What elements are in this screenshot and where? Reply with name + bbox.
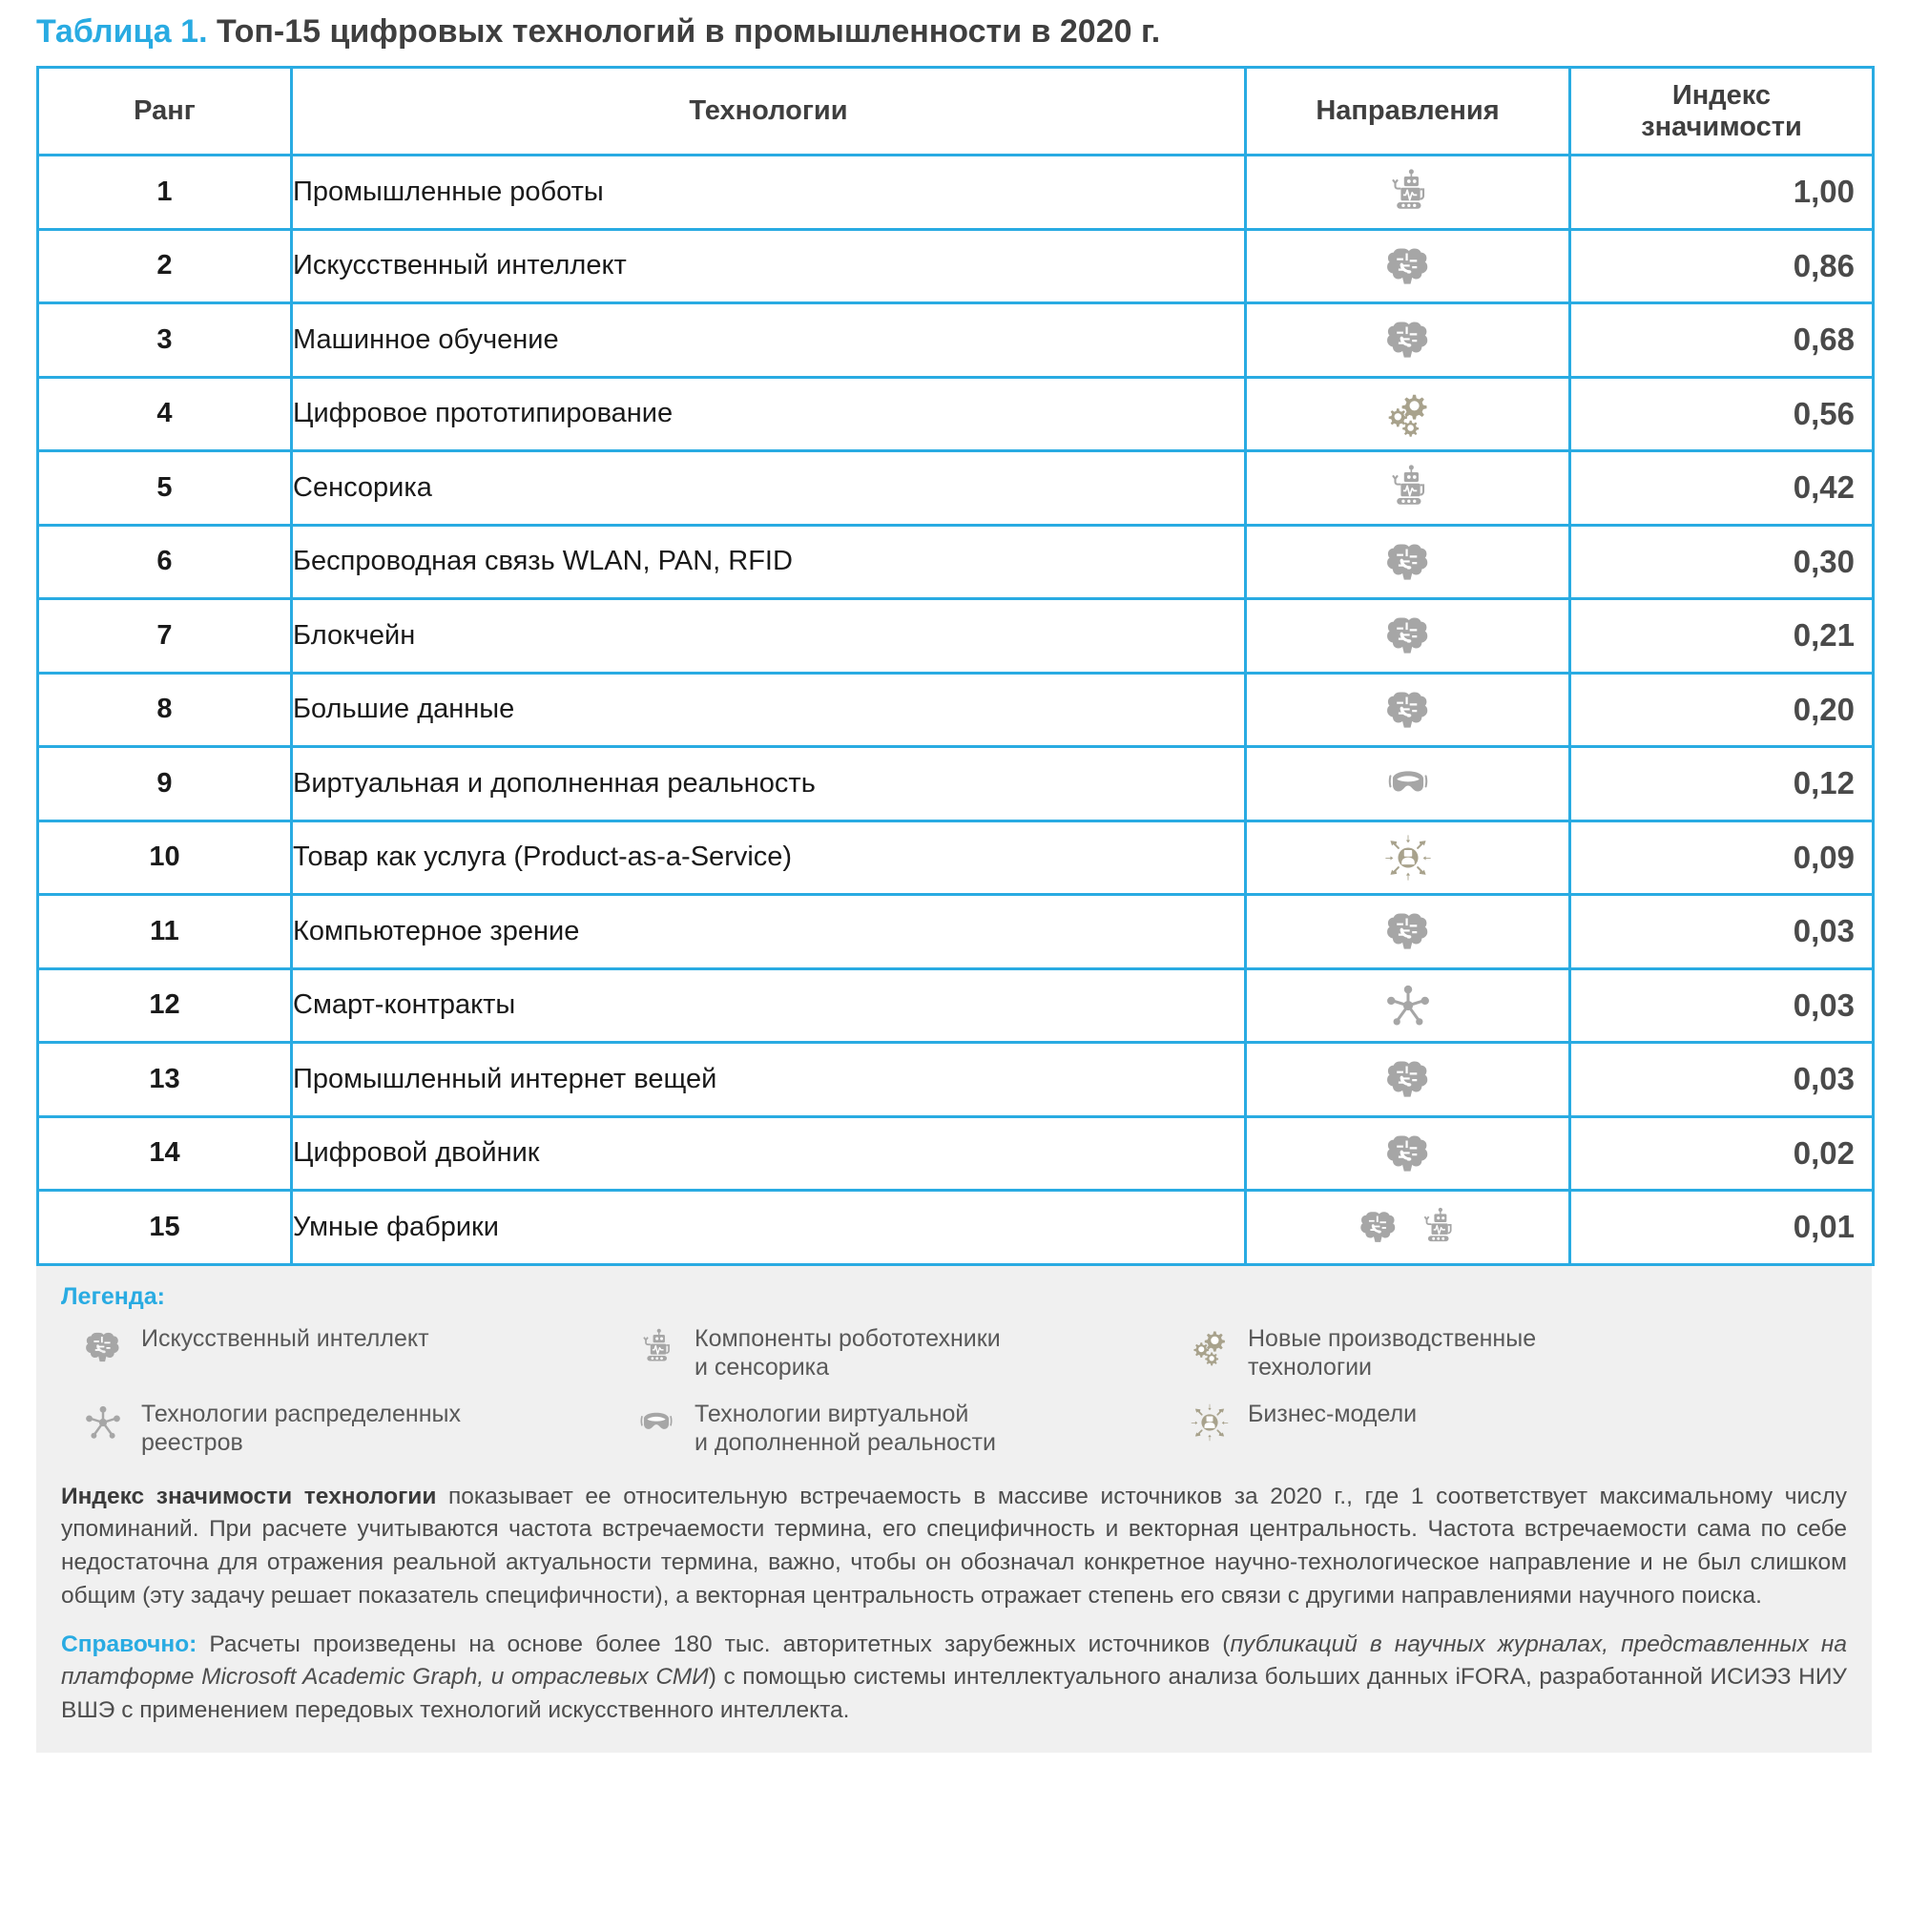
table-row	[38, 451, 1874, 526]
technology-ranking-table	[36, 66, 1875, 1266]
direction-icon-group	[1247, 1053, 1568, 1105]
column-header-index-line1: Индекс	[1671, 80, 1772, 112]
cell-technology: Товар как услуга (Product-as-a-Service)	[292, 821, 1246, 895]
robot-icon	[1416, 1205, 1460, 1249]
table-row	[38, 968, 1874, 1043]
direction-icon-group	[1247, 832, 1568, 883]
table-row	[38, 156, 1874, 230]
cell-direction	[1246, 451, 1570, 526]
cell-direction	[1246, 156, 1570, 230]
index-definition-note	[61, 1481, 1847, 1613]
cell-technology: Промышленные роботы	[292, 156, 1246, 230]
table-row	[38, 821, 1874, 895]
cell-technology: Искусственный интеллект	[292, 229, 1246, 303]
column-header-index-line2: значимости	[1641, 111, 1802, 142]
table-row	[38, 1116, 1874, 1191]
cell-rank: 2	[38, 229, 292, 303]
business-model-icon	[1382, 832, 1434, 883]
table-row	[38, 525, 1874, 599]
cell-technology: Компьютерное зрение	[292, 895, 1246, 969]
cell-index: 0,68	[1570, 303, 1874, 378]
legend-title: Легенда:	[61, 1282, 165, 1310]
direction-icon-group	[1247, 240, 1568, 292]
cell-technology: Машинное обучение	[292, 303, 1246, 378]
table-header-row	[38, 68, 1874, 156]
direction-icon-group	[1247, 905, 1568, 957]
cell-index: 0,56	[1570, 377, 1874, 451]
direction-icon-group	[1247, 610, 1568, 661]
legend-item	[1185, 1324, 1847, 1382]
legend-item-label: Технологии распределенных реестров	[141, 1400, 461, 1456]
cell-technology: Блокчейн	[292, 599, 1246, 674]
table-number-label: Таблица 1.	[36, 13, 208, 50]
distributed-ledger-icon	[1382, 980, 1434, 1031]
cell-direction	[1246, 747, 1570, 821]
legend-item	[632, 1324, 1185, 1382]
cell-technology: Смарт-контракты	[292, 968, 1246, 1043]
legend-grid	[61, 1324, 1847, 1458]
page-title	[36, 0, 1872, 66]
reference-note-label: Справочно:	[61, 1631, 197, 1657]
direction-icon-group	[1247, 758, 1568, 809]
robot-icon	[1382, 462, 1434, 513]
cell-rank: 15	[38, 1191, 292, 1265]
table-row	[38, 303, 1874, 378]
cell-rank: 13	[38, 1043, 292, 1117]
reference-note-italic: публикаций в научных журналах, представленных на платформе Microsoft Academic Graph, и отраслевых СМИ	[61, 1631, 1847, 1691]
legend-item-label: Бизнес-модели	[1248, 1400, 1418, 1427]
cell-index: 0,30	[1570, 525, 1874, 599]
cell-rank: 5	[38, 451, 292, 526]
cell-direction	[1246, 377, 1570, 451]
cell-rank: 6	[38, 525, 292, 599]
table-row	[38, 377, 1874, 451]
brain-icon	[1382, 536, 1434, 588]
gears-icon	[1189, 1326, 1231, 1368]
column-header-index	[1570, 68, 1874, 156]
table-row	[38, 673, 1874, 747]
brain-icon	[1382, 905, 1434, 957]
cell-index: 1,00	[1570, 156, 1874, 230]
cell-direction	[1246, 673, 1570, 747]
brain-icon	[1382, 684, 1434, 736]
cell-direction	[1246, 895, 1570, 969]
legend-item-label: Компоненты робототехники и сенсорика	[695, 1324, 1001, 1381]
reference-note-part2: ) с помощью системы интеллектуального анализа больших данных iFORA, разработанной ИСИЭЗ НИУ ВШЭ с применением передовых технологий искусственного интеллекта.	[61, 1664, 1847, 1724]
cell-rank: 12	[38, 968, 292, 1043]
reference-note	[61, 1629, 1847, 1728]
table-row	[38, 747, 1874, 821]
vr-goggles-icon	[632, 1400, 681, 1444]
distributed-ledger-icon	[78, 1400, 128, 1444]
index-note-body: показывает ее относительную встречаемость в массиве источников за 2020 г., где 1 соответствует максимальному числу упоминаний. При расчете учитываются частота встречаемости термина, его специфичность и векторная центральность. Частота встречаемости сама по себе недостаточна для отражения реальной актуальности термина, важно, чтобы он обозначал конкретное научно-технологическое направление и не был слишком общим (эту задачу решает показатель специфичности), а векторная центральность отражает степень его связи с другими направлениями научного поиска.	[61, 1483, 1847, 1609]
cell-technology: Умные фабрики	[292, 1191, 1246, 1265]
table-row	[38, 229, 1874, 303]
cell-technology: Промышленный интернет вещей	[292, 1043, 1246, 1117]
legend-block	[36, 1266, 1872, 1464]
cell-index: 0,02	[1570, 1116, 1874, 1191]
cell-technology: Цифровой двойник	[292, 1116, 1246, 1191]
brain-icon	[1357, 1205, 1400, 1249]
table-body	[38, 156, 1874, 1265]
cell-index: 0,03	[1570, 1043, 1874, 1117]
cell-direction	[1246, 968, 1570, 1043]
index-note-term: Индекс значимости технологии	[61, 1483, 437, 1509]
cell-direction	[1246, 229, 1570, 303]
vr-goggles-icon	[635, 1402, 677, 1444]
legend-item-label: Новые производственные технологии	[1248, 1324, 1537, 1381]
distributed-ledger-icon	[82, 1402, 124, 1444]
cell-rank: 7	[38, 599, 292, 674]
legend-item-label: Искусственный интеллект	[141, 1324, 429, 1352]
direction-icon-group	[1247, 980, 1568, 1031]
gears-icon	[1185, 1324, 1234, 1368]
direction-icon-group	[1247, 684, 1568, 736]
table-row	[38, 895, 1874, 969]
cell-index: 0,42	[1570, 451, 1874, 526]
reference-note-part1: Расчеты произведены на основе более 180 тыс. авторитетных зарубежных источников (	[197, 1631, 1231, 1657]
brain-icon	[1382, 1053, 1434, 1105]
cell-index: 0,03	[1570, 895, 1874, 969]
table-title-text: Топ-15 цифровых технологий в промышленности в 2020 г.	[216, 13, 1161, 50]
brain-icon	[1382, 610, 1434, 661]
business-model-icon	[1189, 1402, 1231, 1444]
brain-icon	[82, 1326, 124, 1368]
cell-technology: Виртуальная и дополненная реальность	[292, 747, 1246, 821]
cell-index: 0,03	[1570, 968, 1874, 1043]
robot-icon	[1382, 166, 1434, 218]
robot-icon	[635, 1326, 677, 1368]
direction-icon-group	[1247, 166, 1568, 218]
legend-item	[1185, 1400, 1847, 1458]
legend-item-label: Технологии виртуальной и дополненной реальности	[695, 1400, 996, 1456]
column-header-direction: Направления	[1246, 68, 1570, 156]
vr-goggles-icon	[1382, 758, 1434, 809]
cell-index: 0,20	[1570, 673, 1874, 747]
cell-direction	[1246, 1043, 1570, 1117]
legend-item	[632, 1400, 1185, 1458]
cell-index: 0,86	[1570, 229, 1874, 303]
brain-icon	[1382, 240, 1434, 292]
cell-rank: 3	[38, 303, 292, 378]
cell-direction	[1246, 1116, 1570, 1191]
cell-index: 0,01	[1570, 1191, 1874, 1265]
cell-direction	[1246, 303, 1570, 378]
cell-index: 0,21	[1570, 599, 1874, 674]
robot-icon	[632, 1324, 681, 1368]
cell-rank: 11	[38, 895, 292, 969]
cell-index: 0,09	[1570, 821, 1874, 895]
brain-icon	[1382, 314, 1434, 365]
table-row	[38, 599, 1874, 674]
column-header-technology: Технологии	[292, 68, 1246, 156]
cell-direction	[1246, 1191, 1570, 1265]
direction-icon-group	[1247, 314, 1568, 365]
footnotes-block	[36, 1464, 1872, 1753]
cell-rank: 14	[38, 1116, 292, 1191]
gears-icon	[1382, 388, 1434, 440]
cell-rank: 1	[38, 156, 292, 230]
cell-rank: 10	[38, 821, 292, 895]
cell-technology: Большие данные	[292, 673, 1246, 747]
direction-icon-group	[1247, 536, 1568, 588]
cell-technology: Цифровое прототипирование	[292, 377, 1246, 451]
cell-technology: Сенсорика	[292, 451, 1246, 526]
direction-icon-group	[1247, 1128, 1568, 1179]
cell-direction	[1246, 525, 1570, 599]
cell-direction	[1246, 599, 1570, 674]
cell-rank: 8	[38, 673, 292, 747]
legend-item	[78, 1324, 632, 1382]
direction-icon-group	[1247, 462, 1568, 513]
table-row	[38, 1191, 1874, 1265]
table-row	[38, 1043, 1874, 1117]
brain-icon	[1382, 1128, 1434, 1179]
column-header-rank: Ранг	[38, 68, 292, 156]
cell-direction	[1246, 821, 1570, 895]
legend-item	[78, 1400, 632, 1458]
cell-rank: 9	[38, 747, 292, 821]
direction-icon-group	[1247, 1205, 1568, 1249]
table-header	[38, 68, 1874, 156]
cell-technology: Беспроводная связь WLAN, PAN, RFID	[292, 525, 1246, 599]
cell-index: 0,12	[1570, 747, 1874, 821]
brain-icon	[78, 1324, 128, 1368]
cell-rank: 4	[38, 377, 292, 451]
business-model-icon	[1185, 1400, 1234, 1444]
direction-icon-group	[1247, 388, 1568, 440]
